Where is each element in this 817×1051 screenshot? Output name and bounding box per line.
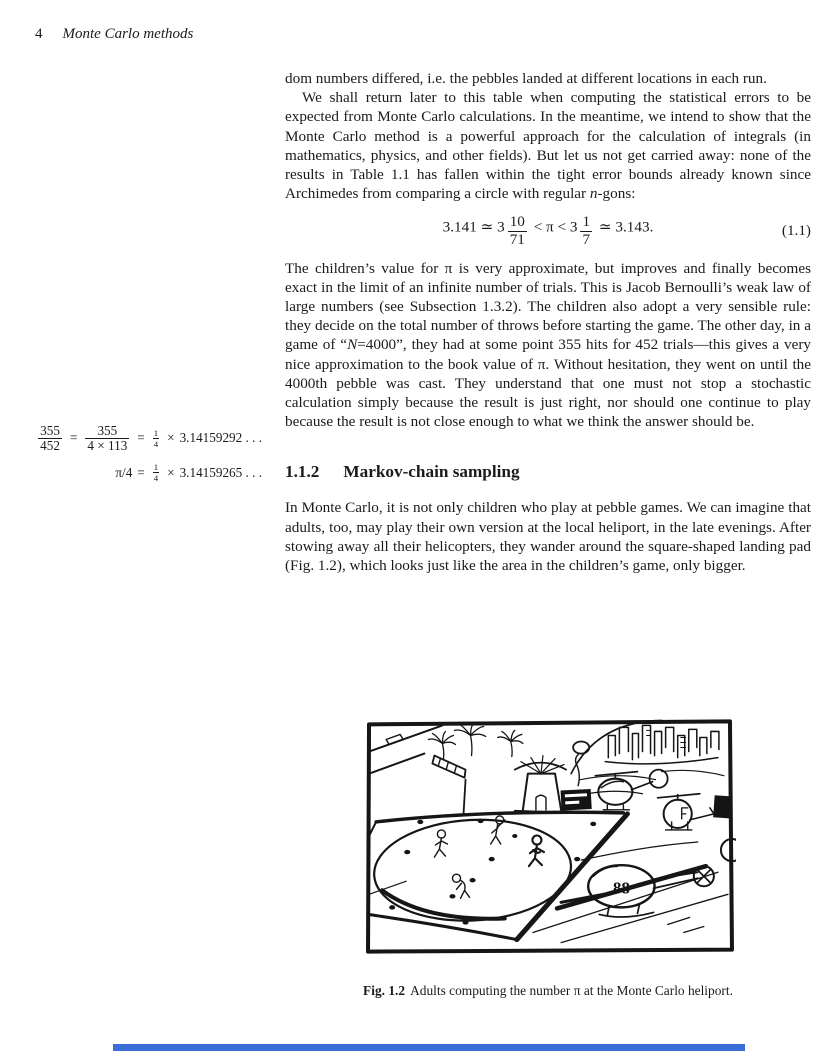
city-skyline-icon bbox=[571, 720, 719, 773]
heliport-drawing bbox=[364, 717, 736, 956]
main-text-column bbox=[285, 69, 811, 575]
page-number: 4 bbox=[35, 26, 43, 42]
figure-caption-text: Adults computing the number π at the Monte Carlo heliport. bbox=[410, 983, 733, 998]
display-equation-1-1 bbox=[285, 214, 811, 247]
fraction: $\frac{1}{7}$ bbox=[582, 213, 591, 248]
figure-1-2-sketch bbox=[364, 717, 736, 956]
fraction: $\frac{10}{71}$ bbox=[509, 213, 525, 248]
paragraph-1: dom numbers differed, i.e. the pebbles landed at different locations in each run. bbox=[285, 70, 767, 87]
figure-caption bbox=[285, 983, 811, 999]
edge-circle bbox=[721, 839, 736, 861]
helicopter-marking: 88 bbox=[612, 878, 630, 898]
margin-equation bbox=[30, 424, 262, 483]
paragraph-2: We shall return later to this table when computing the statistical errors to be expected from Monte Carlo calculations. In the meantime, we intend to show that the Monte Carlo method is a powerful approach for the calculation of integrals (in mathematics, physics, and other fields). But let us not get carried away: none of the results in Table 1.1 has fallen within the tight error bounds already known since Archimedes from comparing a circle with regular n-gons: bbox=[285, 89, 811, 203]
equation-number: (1.1) bbox=[781, 222, 811, 240]
running-head bbox=[35, 26, 193, 43]
kiosk-icon bbox=[561, 789, 592, 811]
figure-caption-label: Fig. 1.2 bbox=[363, 983, 406, 998]
paragraph-3: The children’s value for π is very approximate, but improves and finally becomes exact in the limit of an infinite number of trials. This is Jacob Bernoulli’s weak law of large numbers (see Subsection 1.3.2). The children also adopt a very sensible rule: they decide on the total number of throws before starting the game. The other day, in a game of “N=4000”, they had at some point 355 hits for 452 trials—this gives a very nice approximation to the book value of π. Without hesitation, they went on until the 4000th pebble was cast. They understand that one must not stop a stochastic calculation simply because the result is just right, nor should one continue to play because the result is not close enough to what we think the answer should be. bbox=[285, 259, 812, 431]
equation-body: 3.141 ≃ 3 $\frac{10}{71}$ < π < 3 $\frac{1}{7}$ ≃ 3.143. bbox=[442, 213, 654, 248]
small-fraction: $\frac{1}{4}$ bbox=[153, 427, 159, 449]
stick-figures bbox=[434, 816, 544, 898]
helicopter-icon bbox=[658, 794, 731, 830]
pi-approx-value: 3.14159292 . . . bbox=[179, 430, 262, 446]
fraction: $\frac{355}{452}$ bbox=[40, 423, 60, 453]
running-title: Monte Carlo methods bbox=[62, 26, 194, 42]
helicopter-icon bbox=[557, 865, 714, 917]
margin-equation-line-1: $\frac{355}{452}$ = $\frac{355}{4 \times 113}$ = $\frac{1}{4}$ × 3.14159292 . . . bbox=[40, 423, 262, 453]
landing-pad bbox=[368, 812, 627, 939]
math-var-n: n bbox=[589, 185, 598, 203]
road-lines bbox=[369, 725, 442, 773]
palm-trees-icon bbox=[428, 722, 523, 759]
math-var-N: N bbox=[347, 336, 358, 354]
fraction: $\frac{355}{4 \times 113}$ bbox=[87, 423, 128, 453]
stick-figure bbox=[452, 874, 469, 898]
section-heading bbox=[285, 461, 811, 483]
pi-over-four: π/4 bbox=[115, 464, 133, 480]
stick-figure bbox=[434, 830, 447, 857]
section-number: 1.1.2 bbox=[285, 462, 320, 482]
bottom-accent-bar bbox=[113, 1044, 745, 1051]
small-fraction: $\frac{1}{4}$ bbox=[153, 461, 159, 484]
pi-true-value: 3.14159265 . . . bbox=[179, 464, 262, 480]
paragraph-4: In Monte Carlo, it is not only children who play at pebble games. We can imagine that adults, too, may play their own version at the local heliport, in the late evenings. After stowing away all their helicopters, they wander around the square-shaped landing pad (Fig. 1.2), which looks just like the area in the children’s game, only bigger. bbox=[285, 499, 811, 575]
windsock-icon bbox=[432, 756, 465, 814]
stick-figure bbox=[529, 835, 544, 866]
section-title: Markov-chain sampling bbox=[343, 462, 520, 482]
margin-equation-line-2: π/4 = $\frac{1}{4}$ × 3.14159265 . . . bbox=[115, 461, 262, 484]
